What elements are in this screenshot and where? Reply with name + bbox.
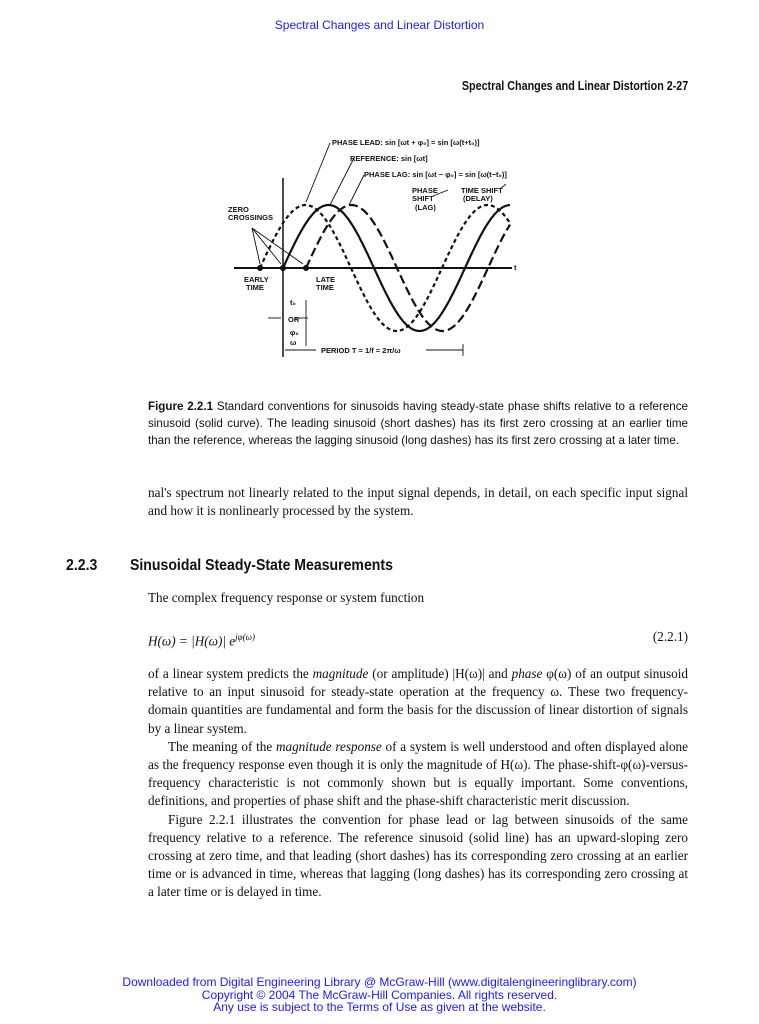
footer-line-1[interactable]: Downloaded from Digital Engineering Library @ McGraw-Hill (www.digitalengineeringlibrary.com)	[122, 975, 637, 989]
figure-sinusoids	[0, 0, 759, 380]
section-title: Sinusoidal Steady-State Measurements	[130, 557, 393, 574]
label-zero-crossings-2: CROSSINGS	[228, 213, 274, 222]
zero-crossing-reference	[280, 265, 286, 271]
label-period: PERIOD T = 1/f = 2π/ω	[321, 346, 401, 355]
header-link[interactable]: Spectral Changes and Linear Distortion	[274, 18, 485, 32]
paragraph-1: of a linear system predicts the magnitude (or amplitude) |H(ω)| and phase φ(ω) of an output sinusoid relative to an input sinusoid for steady-state operation at the frequency ω. These two frequency-domain quantities are fundamental and form the basis for the discussion of linear distortion of signals by a linear system.	[148, 666, 688, 736]
footer-line-2[interactable]: Copyright © 2004 The McGraw-Hill Companies. All rights reserved.	[201, 987, 558, 1002]
footer[interactable]	[0, 976, 759, 1014]
label-phase-shift-3: (LAG)	[415, 203, 436, 212]
equation-exponent: jφ(ω)	[235, 632, 255, 642]
equation-2-2-1	[148, 628, 688, 651]
label-t0: t₀	[290, 298, 296, 307]
caption-label: Figure 2.2.1	[148, 400, 214, 413]
label-zero-crossings: ZERO	[228, 205, 249, 214]
intro-paragraph: nal's spectrum not linearly related to the input signal depends, in detail, on each specific input signal and how it is nonlinearly processed by the system.	[148, 485, 688, 519]
label-t-axis: t	[514, 263, 517, 272]
lead-sentence: The complex frequency response or system function	[148, 590, 425, 605]
label-phase-lead: PHASE LEAD: sin [ωt + φ₀] = sin [ω(t+t₀)]	[332, 138, 480, 147]
label-time-shift-2: (DELAY)	[463, 194, 493, 203]
equation-lhs: H(ω) = |H(ω)| e	[148, 633, 236, 649]
label-or: OR	[288, 315, 300, 324]
caption-text: Standard conventions for sinusoids having steady-state phase shifts relative to a reference sinusoid (solid curve). The leading sinusoid (short dashes) has its first zero crossing at an earlier time than the reference, whereas the lagging sinusoid (long dashes) has its first zero crossing at a later time.	[148, 400, 688, 447]
label-late-time: LATE	[316, 275, 336, 284]
label-early-time-2: TIME	[246, 283, 264, 292]
paragraph-2: The meaning of the magnitude response of a system is well understood and often displayed alone as the frequency response even though it is only the magnitude of H(ω). The phase-shift-φ(ω)-versus-frequency characteristic is not commonly shown but is equally important. Some conventions, definitions, and properties of phase shift and the phase-shift characteristic merit discussion.	[148, 738, 688, 809]
label-omega: ω	[290, 338, 297, 347]
body-text	[148, 665, 688, 902]
paragraph-3: Figure 2.2.1 illustrates the convention for phase lead or lag between sinusoids of the same frequency relative to a reference. The reference sinusoid (solid line) has an upward-sloping zero crossing at zero time, and that leading (short dashes) has its corresponding zero crossing at an earlier time or is advanced in time, whereas that lagging (long dashes) has its corresponding zero crossing at a later time or is delayed in time.	[148, 811, 688, 900]
label-time-shift: TIME SHIFT	[461, 186, 503, 195]
label-phase-shift: PHASE	[412, 186, 438, 195]
zero-crossing-early	[257, 265, 263, 271]
label-reference: REFERENCE: sin [ωt]	[350, 154, 428, 163]
label-late-time-2: TIME	[316, 283, 334, 292]
footer-line-3[interactable]: Any use is subject to the Terms of Use as given at the website.	[213, 1000, 546, 1014]
label-phi0: φ₀	[290, 328, 299, 337]
running-head: Spectral Changes and Linear Distortion 2-27	[461, 79, 688, 93]
label-early-time: EARLY	[244, 275, 269, 284]
figure-caption	[148, 398, 688, 449]
equation-number: (2.2.1)	[652, 629, 688, 644]
zero-crossing-late	[303, 265, 309, 271]
section-number: 2.2.3	[66, 557, 98, 574]
label-phase-shift-2: SHIFT	[412, 194, 434, 203]
label-phase-lag: PHASE LAG: sin [ωt − φ₀] = sin [ω(t−t₀)]	[364, 170, 507, 179]
